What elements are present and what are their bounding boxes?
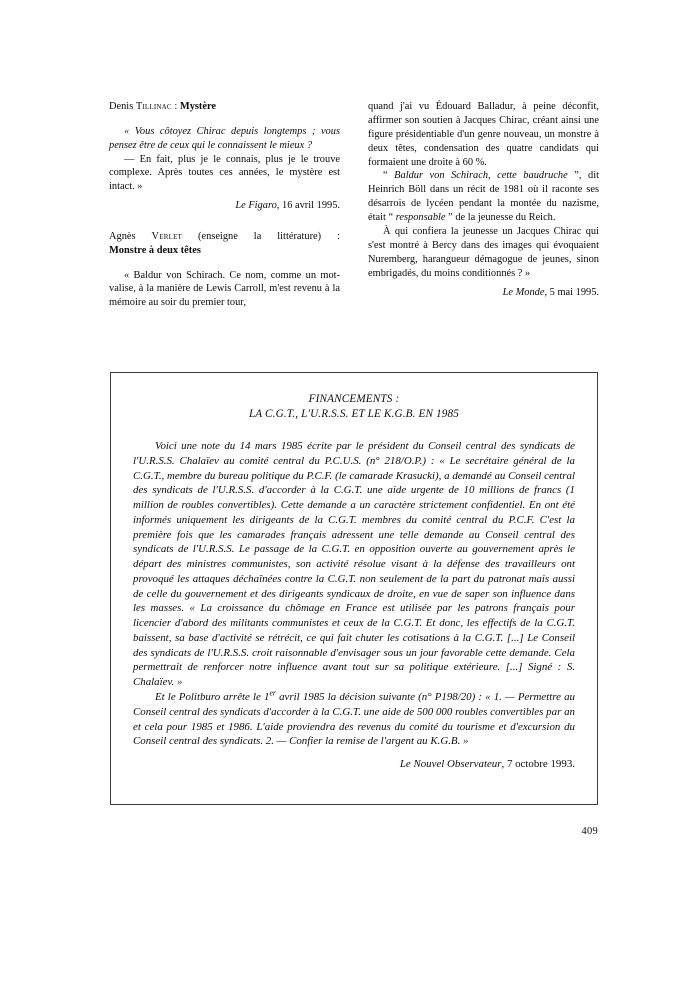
- quote-middle-text: ”, dit Heinrich Böll dans un récit de 1981 où il raconte ses désarrois de lycéen pendant la montée du nazisme, était “: [368, 170, 599, 224]
- insert-para2-rest: avril 1985 la décision suivante (n° P198/20) : « 1. — Permettre au Conseil central des syndicats d'accorder à la C.G.T. une aide de 500 000 roubles convertibles par an et cela pour 1985 et 1986. L'aide proviendra des revenus du comité du tourisme et d'excursion du Conseil central des syndicats. 2. — Confier la remise de l'argent au K.G.B. »: [133, 691, 575, 748]
- left-column: [109, 100, 340, 310]
- insert-para2-start: Et le Politburo arrête le 1: [155, 691, 270, 704]
- attribution-date: , 7 octobre 1993.: [501, 758, 575, 771]
- boxed-insert-content: [111, 373, 597, 786]
- heading-separator: :: [171, 101, 180, 112]
- continued-paragraph: quand j'ai vu Édouard Balladur, à peine déconfit, affirmer son soutien à Jacques Chirac, créant ainsi une figure présidentiable d'un genre nouveau, un monstre à deux têtes, condensation des quatre candidats qui formaient une droite à 60 %.: [368, 101, 599, 168]
- entry-spacer: [109, 213, 340, 230]
- insert-title-line-2: LA C.G.T., L'U.R.S.S. ET LE K.G.B. EN 1985: [248, 408, 460, 420]
- attribution-source: Le Nouvel Observateur: [399, 758, 502, 771]
- quote-paragraph-1: « Vous côtoyez Chirac depuis longtemps ; vous pensez être de ceux qui le connaissent le mieux ?: [109, 125, 340, 151]
- quote-paragraph-2: — En fait, plus je le connais, plus je le trouve complexe. Après toutes ces années, le mystère est intact. »: [109, 153, 340, 193]
- insert-paragraph-2: [133, 690, 575, 749]
- page-number: 409: [581, 826, 598, 837]
- entry-heading-tillinac: [109, 100, 340, 114]
- right-column: [368, 100, 599, 310]
- quote-paragraph-3: « Baldur von Schirach. Ce nom, comme un mot-valise, à la manière de Lewis Carroll, m'est revenu à la mémoire au soir du premier tour,: [109, 269, 340, 309]
- attribution-source: Le Figaro: [235, 200, 277, 212]
- entry-title: Mystère: [179, 101, 217, 112]
- attribution-le-figaro: [109, 199, 340, 213]
- attribution-date: , 16 avril 1995.: [276, 200, 340, 212]
- attribution-nouvel-observateur: [133, 757, 575, 772]
- author-line: [109, 230, 340, 244]
- quote-open-mark: “: [383, 170, 395, 182]
- author-last-name: Tillinac: [135, 101, 172, 112]
- attribution-source: Le Monde: [502, 286, 545, 298]
- author-first-name: Denis: [109, 101, 136, 112]
- entry-title: Monstre à deux têtes: [109, 244, 201, 256]
- author-first-name: Agnès: [109, 231, 152, 243]
- author-parenthetical: (enseigne la littérature) :: [182, 231, 341, 243]
- quote-close-text: ” de la jeunesse du Reich.: [445, 212, 556, 224]
- insert-paragraph-1: Voici une note du 14 mars 1985 écrite par le président du Conseil central des syndicats de l'U.R.S.S. Chalaïev au comité central du P.C.U.S. (n° 218/O.P.) : « Le secrétaire général de la C.G.T., membre du bureau politique du P.C.F. (le camarade Krasucki), a demandé au Conseil central des syndicats de l'U.R.S.S. d'accorder à la C.G.T. une aide urgente de 10 millions de francs (1 million de roubles convertibles). Cette demande a un caractère strictement confidentiel. En ont été informés uniquement les dirigeants de la C.G.T. membres du comité central du P.C.F. C'est la première fois que les camarades français adressent une telle demande au Conseil central des syndicats de l'U.R.S.S. Le passage de la C.G.T. en opposition ouverte au gouvernement après le départ des ministres communistes, son activité résolue visant à la défense des travailleurs ont provoqué les attaques déchaînées contre la C.G.T. non seulement de la part du patronat mais aussi de celle du gouvernement et des dirigeants syndicaux de droite, en vue de saper son influence dans les masses. « La croissance du chômage en France est utilisée par les patrons français pour licencier d'abord des militants communistes et ceux de la C.G.T. Et donc, les effectifs de la C.G.T. baissent, sa base d'activité se rétrécit, ce qui fait chuter les cotisations à la C.G.T. [...] Le Conseil des syndicats de l'U.R.S.S. croit raisonnable d'envisager sous un jour favorable cette demande. Cela permettrait de renforcer notre influence avant tout sur sa politique extérieure. [...] Signé : S. Chalaïev. »: [133, 440, 575, 689]
- quote-paragraph-5: À qui confiera la jeunesse un Jacques Chirac qui s'est montré à Bercy dans des images qui évoquaient Nuremberg, harangueur démagogue de jeunes, sinon embrigadés, du moins conditionnés ? »: [368, 226, 599, 279]
- quote-paragraph-4: [368, 169, 599, 225]
- entry-heading-verlet: [109, 230, 340, 257]
- boxed-insert: [110, 372, 598, 805]
- insert-title: [133, 392, 575, 422]
- emphasized-word: responsable: [395, 212, 446, 224]
- cited-phrase: Baldur von Schirach, cette baudruche: [394, 170, 568, 182]
- author-last-name: Verlet: [151, 231, 183, 243]
- attribution-le-monde: [368, 286, 599, 300]
- insert-title-line-1: FINANCEMENTS :: [308, 393, 400, 405]
- attribution-date: , 5 mai 1995.: [544, 286, 599, 298]
- ordinal-suffix: er: [269, 688, 276, 698]
- two-column-text-block: [109, 100, 599, 310]
